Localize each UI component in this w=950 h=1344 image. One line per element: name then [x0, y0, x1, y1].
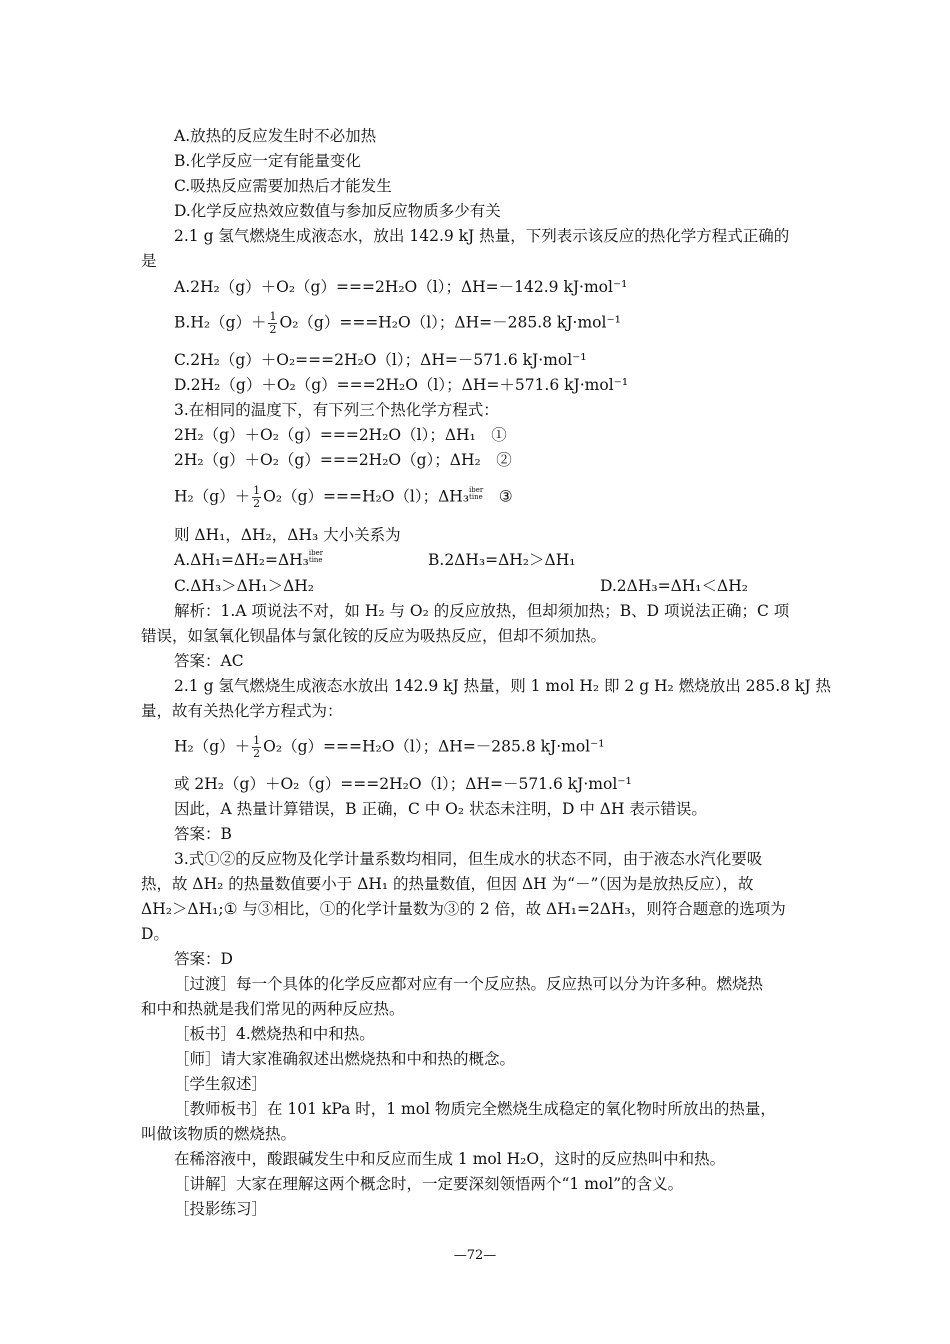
q2-stem-line1: 2.1 g 氢气燃烧生成液态水，放出 142.9 kJ 热量，下列表示该反应的热化学方程式正确的 — [174, 227, 790, 245]
analysis-3-line4: D。 — [141, 925, 169, 943]
analysis-2-eq-prefix: H₂（g）＋ — [174, 737, 251, 756]
q2-option-c: C.2H₂（g）＋O₂===2H₂O（l）；ΔH=－571.6 kJ·mol⁻¹ — [174, 351, 587, 369]
q3-equation-2: 2H₂（g）＋O₂（g）===2H₂O（g）；ΔH₂ ② — [174, 451, 512, 469]
explanation: ［讲解］大家在理解这两个概念时，一定要深刻领悟两个“1 mol”的含义。 — [174, 1175, 684, 1193]
artifact-bottom: tine — [469, 492, 483, 501]
analysis-3-line1: 3.式①②的反应物及化学计量系数均相同，但生成水的状态不同，由于液态水汽化要吸 — [174, 850, 763, 868]
q3-option-c: C.ΔH₃＞ΔH₁＞ΔH₂ — [174, 577, 315, 595]
teacher-board-line1: ［教师板书］在 101 kPa 时，1 mol 物质完全燃烧生成稳定的氧化物时所放出的热量， — [174, 1100, 776, 1118]
artifact-mark — [469, 487, 483, 501]
q3-eq3-suffix: O₂（g）===H₂O（l）；ΔH₃ — [263, 487, 470, 506]
analysis-2-eq-suffix: O₂（g）===H₂O（l）；ΔH=－285.8 kJ·mol⁻¹ — [263, 737, 605, 756]
q3-option-a — [174, 550, 323, 570]
artifact-mark — [309, 550, 323, 564]
q3-option-d: D.2ΔH₃=ΔH₁＜ΔH₂ — [600, 577, 748, 595]
analysis-2-equation-alt: 或 2H₂（g）＋O₂（g）===2H₂O（l）；ΔH=－571.6 kJ·mol⁻¹ — [174, 775, 632, 793]
teacher-prompt: ［师］请大家准确叙述出燃烧热和中和热的概念。 — [174, 1050, 516, 1068]
analysis-3-line2: 热，故 ΔH₂ 的热量数值要小于 ΔH₁ 的热量数值，但因 ΔH 为“－”（因为是放热反应），故 — [141, 875, 754, 893]
fraction-numerator: 1 — [253, 734, 261, 747]
answer-1: 答案：AC — [174, 652, 244, 670]
artifact-bottom: tine — [308, 556, 323, 564]
transition-line1: ［过渡］每一个具体的化学反应都对应有一个反应热。反应热可以分为许多种。燃烧热 — [174, 975, 764, 993]
q3-eq3-tag: ③ — [498, 487, 513, 506]
fraction-one-half — [268, 311, 277, 336]
fraction-denominator: 2 — [269, 323, 277, 336]
q1-option-a: A.放热的反应发生时不必加热 — [174, 127, 377, 145]
artifact-top: iber — [308, 549, 324, 557]
answer-2: 答案：B — [174, 825, 232, 843]
fraction-numerator: 1 — [269, 310, 277, 323]
student-narration: ［学生叙述］ — [174, 1075, 268, 1093]
analysis-2-line2: 量，故有关热化学方程式为： — [141, 702, 343, 720]
analysis-2-conclusion: 因此，A 热量计算错误，B 正确，C 中 O₂ 状态未注明，D 中 ΔH 表示错误。 — [174, 800, 707, 818]
q2-option-b — [174, 311, 621, 336]
q3-option-b: B.2ΔH₃=ΔH₂＞ΔH₁ — [428, 551, 576, 569]
fraction-denominator: 2 — [253, 497, 261, 510]
q2-option-a: A.2H₂（g）＋O₂（g）===2H₂O（l）；ΔH=－142.9 kJ·mol⁻¹ — [174, 278, 628, 296]
q1-option-d: D.化学反应热效应数值与参加反应物质多少有关 — [174, 202, 501, 220]
neutralization-definition: 在稀溶液中，酸跟碱发生中和反应而生成 1 mol H₂O，这时的反应热叫中和热。 — [174, 1150, 726, 1168]
analysis-3-line3: ΔH₂＞ΔH₁;① 与③相比，①的化学计量数为③的 2 倍，故 ΔH₁=2ΔH₃，则符合题意的选项为 — [141, 900, 786, 918]
projection-exercise: ［投影练习］ — [174, 1200, 268, 1218]
analysis-1-line2: 错误，如氢氧化钡晶体与氯化铵的反应为吸热反应，但却不须加热。 — [141, 627, 607, 645]
q1-option-c: C.吸热反应需要加热后才能发生 — [174, 177, 392, 195]
analysis-1-line1: 解析：1.A 项说法不对，如 H₂ 与 O₂ 的反应放热，但却须加热；B、D 项说法正确；C 项 — [174, 602, 790, 620]
q3-eq3-prefix: H₂（g）＋ — [174, 487, 251, 506]
fraction-one-half — [252, 485, 261, 510]
artifact-top: iber — [469, 485, 484, 494]
q3-equation-3 — [174, 485, 513, 510]
q2-option-b-suffix: O₂（g）===H₂O（l）；ΔH=－285.8 kJ·mol⁻¹ — [279, 313, 621, 332]
page-number: —72— — [453, 1248, 497, 1263]
fraction-one-half — [252, 735, 261, 760]
analysis-2-equation — [174, 735, 605, 760]
q1-option-b: B.化学反应一定有能量变化 — [174, 152, 361, 170]
teacher-board-line2: 叫做该物质的燃烧热。 — [141, 1125, 297, 1143]
q3-option-a-text: A.ΔH₁=ΔH₂=ΔH₃ — [174, 551, 309, 569]
q3-equation-1: 2H₂（g）＋O₂（g）===2H₂O（l）；ΔH₁ ① — [174, 426, 507, 444]
transition-line2: 和中和热就是我们常见的两种反应热。 — [141, 1000, 405, 1018]
answer-3: 答案：D — [174, 950, 233, 968]
fraction-numerator: 1 — [253, 484, 261, 497]
analysis-2-line1: 2.1 g 氢气燃烧生成液态水放出 142.9 kJ 热量，则 1 mol H₂ 即 2 g H₂ 燃烧放出 285.8 kJ 热 — [174, 677, 831, 695]
q2-option-b-prefix: B.H₂（g）＋ — [174, 313, 267, 332]
q3-question: 则 ΔH₁，ΔH₂，ΔH₃ 大小关系为 — [174, 526, 401, 544]
q3-stem: 3.在相同的温度下，有下列三个热化学方程式： — [174, 401, 499, 419]
board-note: ［板书］4.燃烧热和中和热。 — [174, 1025, 375, 1043]
q2-stem-line2: 是 — [141, 252, 157, 270]
fraction-denominator: 2 — [253, 747, 261, 760]
q2-option-d: D.2H₂（g）＋O₂（g）===2H₂O（l）；ΔH=＋571.6 kJ·mol⁻¹ — [174, 376, 629, 394]
